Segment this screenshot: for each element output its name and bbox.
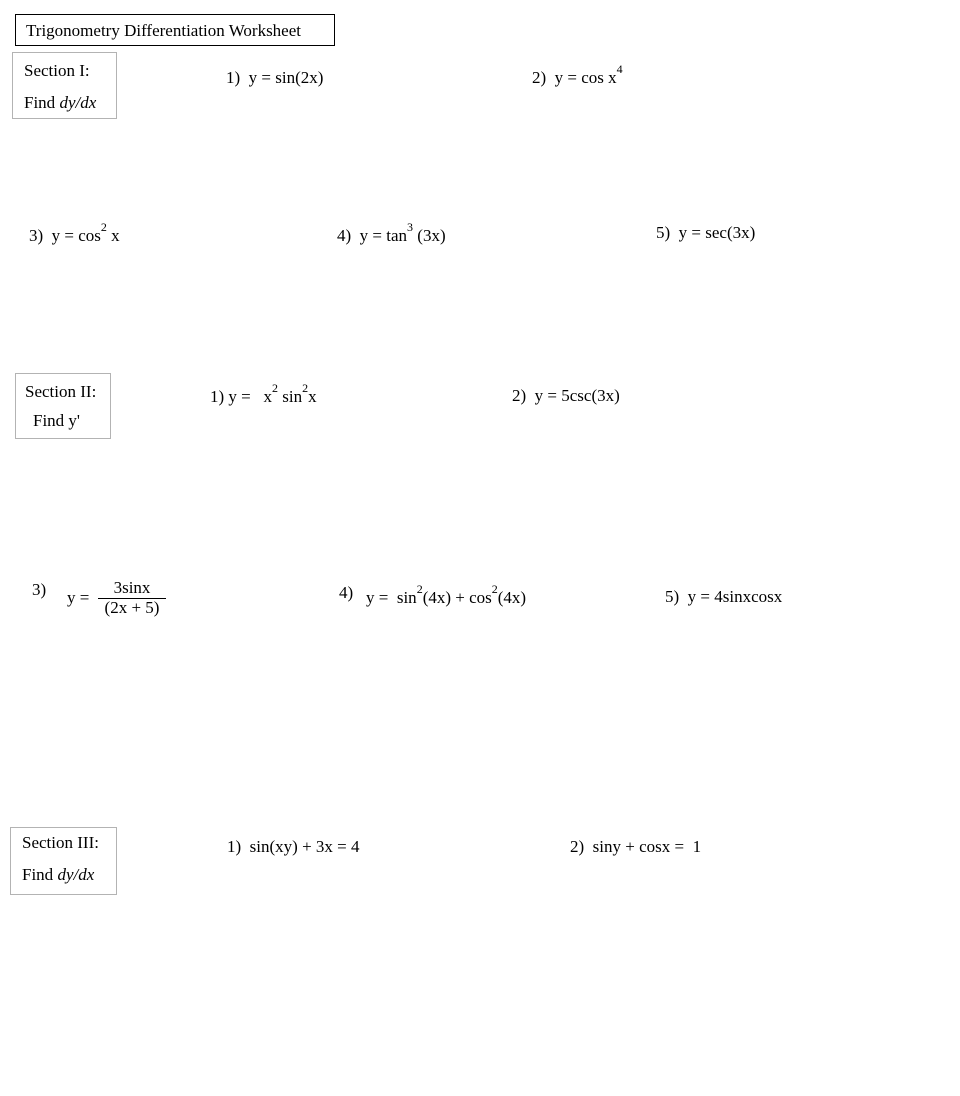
worksheet-title-box: [15, 14, 335, 46]
section-1-problem-1: 1) y = sin(2x): [226, 68, 324, 87]
section-2-problem-4: $y = \sin^2(4x) + \cos^2(4x)$: [366, 582, 527, 607]
section-3-instruction: Find dy/dx: [22, 865, 95, 884]
section-1-problem-2: 2) $y = \cos x^4$: [532, 62, 623, 87]
section-3-problem-1: 1) sin(xy) + 3x = 4: [227, 837, 360, 856]
section-1-problem-3: 3) $y = \cos^2 x$: [29, 220, 120, 245]
section-2-problem-3-fraction: [98, 578, 168, 620]
section-2-instruction: Find y': [33, 411, 80, 430]
section-3-label-box: [10, 827, 117, 895]
section-1-name: Section I:: [24, 61, 90, 80]
fraction-denominator: (2x + 5): [104, 598, 160, 617]
section-1-label-box: [12, 52, 117, 119]
section-2-problem-2: 2) y = 5csc(3x): [512, 386, 620, 405]
section-2-label-box: [15, 373, 111, 439]
worksheet-title: Trigonometry Differentiation Worksheet: [26, 21, 301, 40]
section-3-name: Section III:: [22, 833, 99, 852]
fraction-numerator: 3sinx: [113, 578, 151, 597]
section-2-problem-1: 1) $y = x^2$ $\sin^2x$: [210, 381, 317, 406]
section-2-problem-3-number: 3): [32, 580, 47, 599]
section-2-problem-5: 5) y = 4sinxcosx: [665, 587, 783, 606]
section-1-problem-4: 4) $y = \tan^3 (3x)$: [337, 220, 446, 245]
section-1-instruction: Find dy/dx: [24, 93, 97, 112]
section-2-problem-3-lhs: y =: [67, 588, 90, 607]
section-2-name: Section II:: [25, 382, 97, 401]
section-1-problem-5: 5) y = sec(3x): [656, 223, 756, 242]
section-3-problem-2: 2) siny + cosx = 1: [570, 837, 702, 856]
section-2-problem-4-number: 4): [339, 583, 354, 602]
